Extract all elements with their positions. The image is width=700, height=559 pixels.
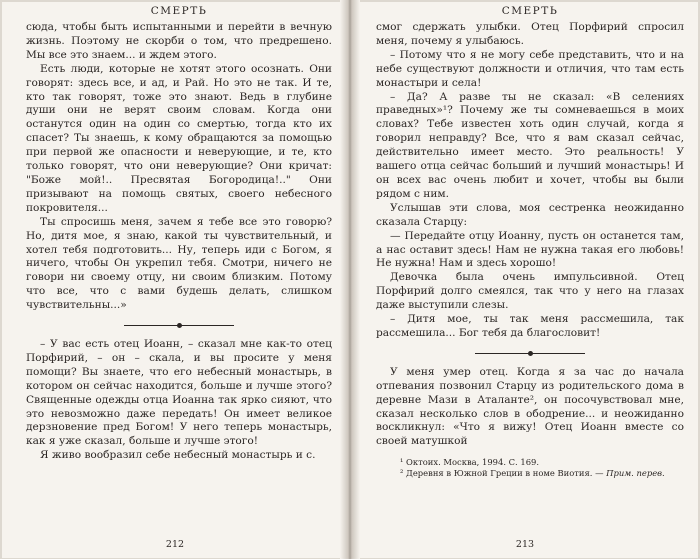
book-gutter (340, 0, 360, 559)
section-divider (124, 325, 234, 326)
paragraph: смог сдержать улыбки. Отец Порфирий спросил меня, почему я улыбаюсь. (376, 21, 684, 47)
left-page-text (26, 21, 332, 463)
right-page-text (376, 21, 684, 449)
paragraph: Услышав эти слова, моя сестренка неожиданно сказала Старцу: (376, 201, 684, 228)
paragraph: Девочка была очень импульсивной. Отец Порфирий долго смеялся, так что у него на глазах даже выступили слезы. (376, 271, 684, 312)
paragraph: – Да? А разве ты не сказал: «В селениях праведных»¹? Почему же ты сомневаешься в моих словах? Тебе известен хоть один случай, когда я говорил неправду? Все, что я вам сказал сейчас, действительно имеет место. Это реальность! У вашего отца сейчас больший и лучший монастырь! И он всех вас очень любит и хочет, чтобы вы были рядом с ним. (376, 90, 684, 200)
footnote-text: ¹ Октоих. Москва, 1994. С. 169. (400, 457, 540, 468)
footnote-translator-note: Прим. перев. (606, 468, 665, 479)
paragraph: сюда, чтобы быть испытанными и перейти в вечную жизнь. Поэтому не скорби о том, что предрешено. Мы все это знаем... и ждем этого. (26, 21, 332, 61)
paragraph: – Дитя мое, ты так меня рассмешила, так рассмешила... Бог тебя да благословит! (376, 313, 684, 339)
paragraph: – Потому что я не могу себе представить, что и на небе существуют должности и отличия, что там есть монастыри и села! (376, 48, 684, 89)
footnote-1 (400, 457, 684, 468)
paragraph: Я живо вообразил себе небесный монастырь и с. (40, 449, 316, 462)
section-divider (475, 353, 585, 354)
paragraph: У меня умер отец. Когда я за час до начала отпевания позвонил Старцу из родительского дома в деревне Мази в Аталанте², он посочувствовал мне, сказал несколько слов в ободрение... и неожиданно воскликнул: «Что я вижу! Отец Иоанн вместе со своей матушкой (376, 365, 684, 448)
footnote-2 (400, 468, 684, 479)
left-page (2, 2, 348, 558)
footnotes (376, 457, 684, 479)
footnote-text: ² Деревня в Южной Греции в номе Виотия. — (400, 468, 604, 479)
paragraph: Ты спросишь меня, зачем я тебе все это говорю? Но, дитя мое, я знаю, какой ты чувствительный, и хотел тебя подготовить... Ну, теперь иди с Богом, я ничего, чтобы Он укрепил тебя. Смотри, ничего не говори ни своему отцу, ни своим близким. Потому что все, что с вами будешь делать, слишком чувствительны...» (26, 215, 332, 312)
page-number-right: 213 (515, 539, 535, 550)
paragraph: — Передайте отцу Иоанну, пусть он останется там, а нас оставит здесь! Нам не нужна такая его любовь! Не нужна! Нам и здесь хорошо! (376, 229, 684, 270)
running-header-left: СМЕРТЬ (150, 5, 208, 17)
page-number-left: 212 (165, 539, 185, 550)
running-header-right: СМЕРТЬ (501, 5, 559, 17)
paragraph: – У вас есть отец Иоанн, – сказал мне как-то отец Порфирий, – он – скала, и вы просите у меня помощи? Вы знаете, что его небесный монастырь, в котором он сейчас находится, больше и лучше этого? Священные одежды отца Иоанна так ярко сияют, что это невозможно даже передать! Он имеет великое дерзновение пред Богом! У него теперь монастырь, как я уже сказал, больше и лучше этого! (26, 338, 332, 448)
paragraph: Есть люди, которые не хотят этого осознать. Они говорят: здесь все, и ад, и Рай. Но это не так. И те, кто так говорят, тоже это знают. Ведь в глубине души они не верят своим словам. Когда они останутся один на один со смертью, тогда кто их спасет? Ты знаешь, к кому обращаются за помощью при первой же опасности и неверующие, и те, кто только говорят, что они неверующие? Они кричат: "Боже мой!.. Пресвятая Богородица!.." Они призывают на помощь святых, своего небесного покровителя... (26, 62, 332, 214)
right-page (352, 2, 698, 558)
